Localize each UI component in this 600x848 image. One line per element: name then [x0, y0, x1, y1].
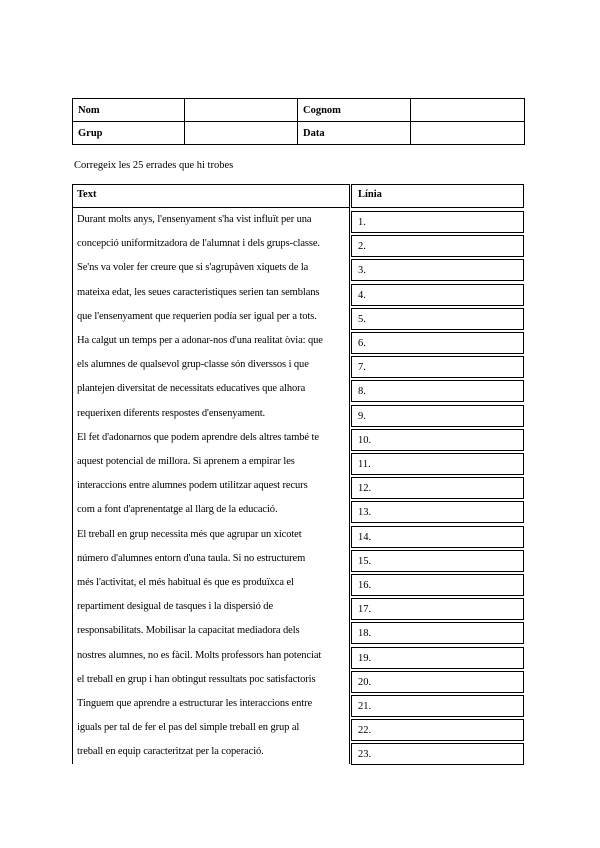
text-line: treball en equip caracteritzat per la coperació.: [77, 746, 264, 758]
text-line: els alumnes de qualsevol grup-classe són diverssos i que: [77, 359, 309, 371]
grup-label: Grup: [73, 122, 185, 145]
line-number: 8.: [358, 386, 366, 398]
line-number: 11.: [358, 459, 371, 470]
line-number: 7.: [358, 362, 366, 374]
instructions: Corregeix les 25 errades que hi trobes: [74, 160, 234, 171]
line-number-box[interactable]: [351, 526, 524, 548]
line-number: 17.: [358, 604, 372, 616]
text-line: El fet d'adonarnos que podem aprendre dels altres també te: [77, 431, 319, 443]
line-column-header-box: [351, 184, 524, 208]
line-number-box[interactable]: [351, 211, 524, 233]
line-number-box[interactable]: [351, 477, 524, 499]
line-number-box[interactable]: [351, 380, 524, 402]
line-number-box[interactable]: [351, 453, 524, 475]
text-column-header: Text: [77, 189, 97, 200]
text-line: mateixa edat, les seues caracteristiques serien tan semblans: [77, 286, 320, 298]
text-line: responsabilitats. Mobilisar la capacitat mediadora dels: [77, 625, 300, 637]
line-number-box[interactable]: [351, 550, 524, 572]
line-number: 1.: [358, 217, 366, 228]
text-line: interaccions entre alumnes podem utilitzar aquest recurs: [77, 480, 308, 492]
line-number: 18.: [358, 628, 372, 640]
text-line: El treball en grup necessita més que agrupar un xicotet: [77, 528, 302, 540]
line-number: 21.: [358, 701, 372, 712]
line-number: 9.: [358, 410, 366, 422]
line-number-box[interactable]: [351, 574, 524, 596]
grup-field[interactable]: [185, 122, 298, 145]
line-number-box[interactable]: [351, 719, 524, 741]
line-number-box[interactable]: [351, 284, 524, 306]
text-line: número d'alumnes entorn d'una taula. Si no estructurem: [77, 552, 306, 564]
line-number: 6.: [358, 338, 366, 349]
text-line: concepció uniformitzadora de l'alumnat i dels grups-classe.: [77, 238, 320, 250]
line-number-box[interactable]: [351, 259, 524, 281]
line-number: 23.: [358, 749, 372, 761]
data-field[interactable]: [411, 122, 525, 145]
line-number-box[interactable]: [351, 501, 524, 523]
nom-field[interactable]: [185, 99, 298, 122]
cognom-label: Cognom: [298, 99, 411, 122]
text-line: nostres alumnes, no es fàcil. Molts professors han potenciat: [77, 649, 322, 661]
line-number: 13.: [358, 507, 372, 519]
line-number: 16.: [358, 580, 372, 591]
text-line: Durant molts anys, l'ensenyament s'ha vist influït per una: [77, 214, 312, 225]
line-number: 5.: [358, 313, 366, 325]
line-number: 15.: [358, 555, 372, 567]
text-line: Tinguem que aprendre a estructurar les interaccions entre: [77, 698, 313, 709]
text-line: Ha calgut un temps per a adonar-nos d'una realitat òvia: que: [77, 335, 323, 346]
line-number: 4.: [358, 289, 366, 301]
text-line: repartiment desigual de tasques i la dispersió de: [77, 601, 274, 613]
line-number-box[interactable]: [351, 405, 524, 427]
student-info-table: [72, 98, 525, 145]
line-number-box[interactable]: [351, 671, 524, 693]
line-number-box[interactable]: [351, 235, 524, 257]
text-line: que l'ensenyament que requerien podía ser igual per a tots.: [77, 310, 317, 322]
text-line: aquest potencial de millora. Si aprenem a empirar les: [77, 456, 295, 467]
line-number-box[interactable]: [351, 647, 524, 669]
line-number: 14.: [358, 531, 372, 543]
text-line: més l'activitat, el més habitual és que es produïxca el: [77, 577, 294, 588]
line-number-box[interactable]: [351, 598, 524, 620]
line-column-header: Línia: [358, 189, 382, 200]
line-number-box[interactable]: [351, 356, 524, 378]
text-line: requerixen diferents respostes d'ensenyament.: [77, 407, 266, 419]
header-divider: [72, 207, 350, 208]
text-line: com a font d'aprenentatge al llarg de la educació.: [77, 504, 278, 516]
line-number-box[interactable]: [351, 622, 524, 644]
line-number: 20.: [358, 676, 372, 688]
text-line: iguals per tal de fer el pas del simple treball en grup al: [77, 722, 300, 734]
line-number: 22.: [358, 725, 372, 737]
data-label: Data: [298, 122, 411, 145]
text-line: plantejen diversitat de necessitats educatives que alhora: [77, 383, 306, 395]
line-number: 2.: [358, 241, 366, 253]
line-number: 19.: [358, 652, 372, 664]
line-number: 10.: [358, 434, 372, 446]
line-number-box[interactable]: [351, 695, 524, 717]
text-line: el treball en grup i han obtingut ressultats poc satisfactoris: [77, 673, 316, 685]
text-line: Se'ns va voler fer creure que si s'agrupàven xiquets de la: [77, 262, 309, 274]
line-number: 12.: [358, 483, 372, 495]
nom-label: Nom: [73, 99, 185, 122]
line-number-box[interactable]: [351, 308, 524, 330]
line-number-box[interactable]: [351, 332, 524, 354]
line-number-box[interactable]: [351, 743, 524, 765]
line-number: 3.: [358, 265, 366, 277]
cognom-field[interactable]: [411, 99, 525, 122]
line-number-box[interactable]: [351, 429, 524, 451]
